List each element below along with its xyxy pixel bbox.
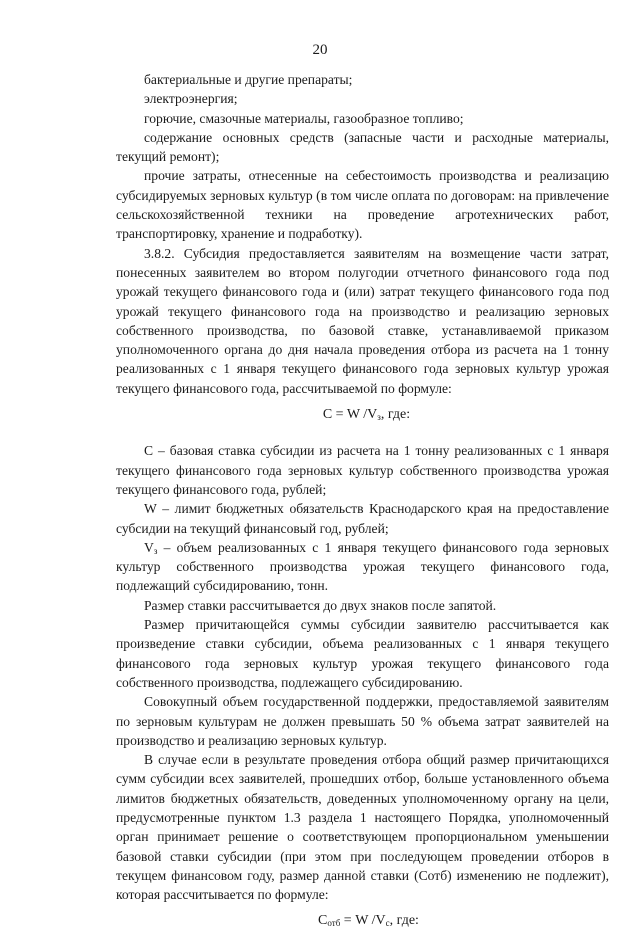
symbol-subscript: з: [153, 545, 158, 556]
formula-reduced-rate: [116, 911, 609, 930]
list-item: содержание основных средств (запасные части и расходные материалы, текущий ремонт);: [116, 129, 609, 165]
formula-subscript: c: [385, 918, 390, 929]
definition-vz-text: – объем реализованных с 1 января текущего финансового года зерновых культур собственного производства урожая текущего финансового года, подлежащий субсидированию, тонн.: [116, 539, 609, 594]
rate-reduction-paragraph: В случае если в результате проведения отбора общий размер причитающихся сумм субсидии всех заявителей, прошедших отбор, больше установленного объема лимитов бюджетных обязательств, доведенных уполномоченному органу на цели, предусмотренные пунктом 1.3 раздела 1 настоящего Порядка, уполномоченный орган принимает решение о соответствующем пропорциональном уменьшении базовой ставки субсидии (при этом при последующем проведении отборов в текущем финансовом году, размер данной ставки (Cотб) изменению не подлежит), которая рассчитывается по формуле:: [116, 752, 609, 903]
document-body: [116, 70, 609, 931]
rate-rounding-paragraph: Размер ставки рассчитывается до двух знаков после запятой.: [144, 597, 497, 613]
definition-c: С – базовая ставка субсидии из расчета на 1 тонну реализованных с 1 января текущего финансового года зерновых культур собственного производства урожая текущего финансового года, рублей;: [116, 443, 609, 497]
list-item: бактериальные и другие препараты;: [144, 72, 353, 87]
formula-subscript: з: [377, 412, 381, 423]
list-item: прочие затраты, отнесенные на себестоимость производства и реализацию субсидируемых зерновых культур (в том числе оплата по договорам: на привлечение сельскохозяйственной техники на проведение агротехнических работ, транспортировку, хранение и подработку).: [116, 168, 609, 242]
formula-mid: = W /V: [340, 913, 386, 929]
formula-base-rate: [116, 405, 609, 424]
amount-calculation-paragraph: Размер причитающейся суммы субсидии заявителю рассчитывается как произведение ставки субсидии, объема реализованных с 1 января текущего финансового года зерновых культур урожая текущего финансового года собственного производства, подлежащего субсидированию.: [116, 617, 609, 690]
definition-vz: [116, 538, 609, 596]
section-3-8-2-paragraph: 3.8.2. Субсидия предоставляется заявителям на возмещение части затрат, понесенных заявителем во втором полугодии отчетного финансового года под урожай текущего финансового года и (или) затрат текущего финансового года под урожай текущего финансового года на производство и реализацию зерновых собственного производства, по базовой ставке, устанавливаемой приказом уполномоченного органа до дня начала проведения отбора из расчета на 1 тонну реализованных с 1 января текущего финансового года зерновых культур урожая текущего финансового года, рассчитываемой по формуле:: [116, 245, 609, 396]
symbol-v: V: [144, 539, 154, 555]
page-number: 20: [312, 42, 328, 58]
definition-w: W – лимит бюджетных обязательств Краснодарского края на предоставление субсидии на текущий финансовый год, рублей;: [116, 501, 609, 536]
formula-tail: , где:: [389, 913, 419, 929]
formula-lhs: C = W /V: [322, 407, 378, 423]
formula-tail: , где:: [380, 407, 411, 423]
total-support-paragraph: Совокупный объем государственной поддержки, предоставляемой заявителям по зерновым культурам не должен превышать 50 % объема затрат заявителей на производство и реализацию зерновых культур.: [116, 694, 609, 748]
list-item: горючие, смазочные материалы, газообразное топливо;: [144, 110, 464, 126]
list-item: электроэнергия;: [144, 91, 238, 107]
formula-lhs: C: [318, 913, 328, 929]
formula-lhs-subscript: отб: [327, 918, 341, 929]
